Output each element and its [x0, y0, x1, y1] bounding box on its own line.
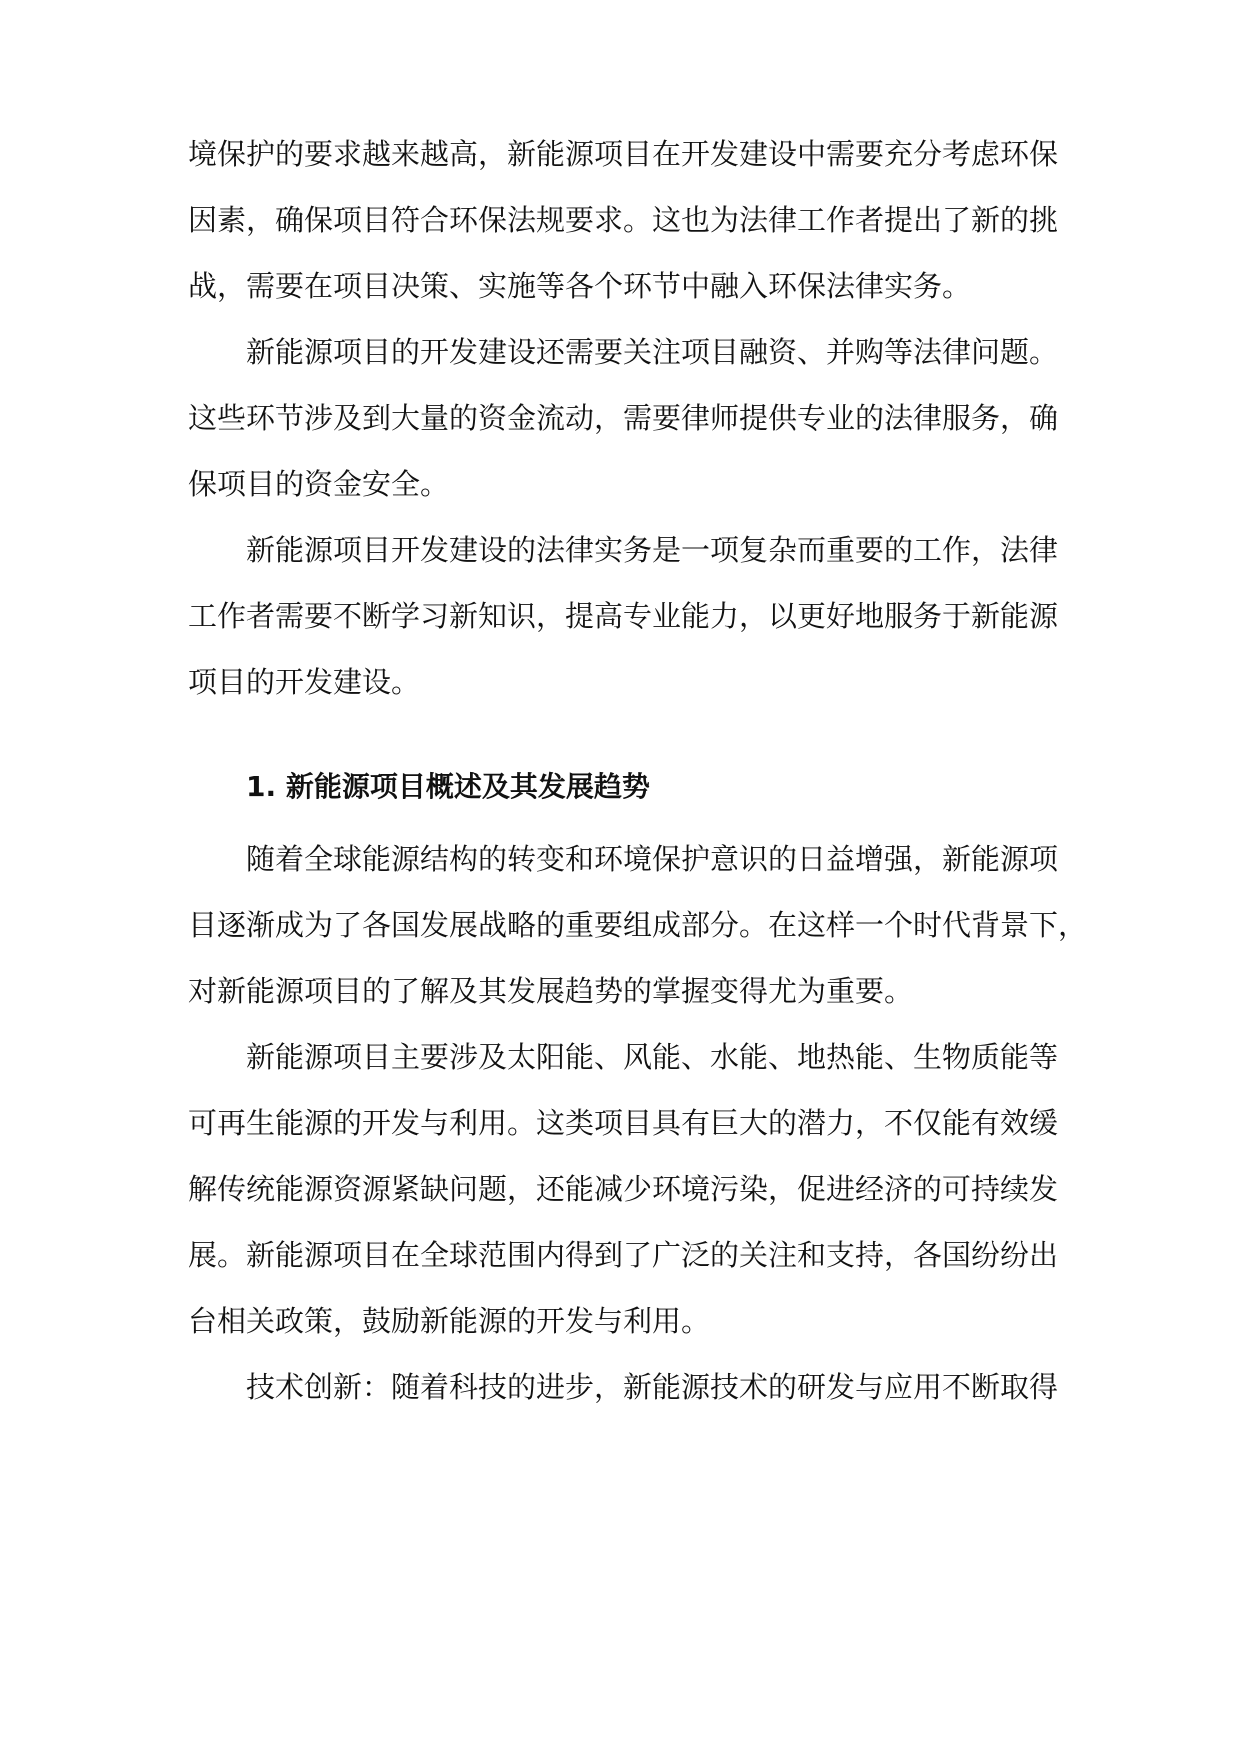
paragraph-line	[0, 961, 1241, 1021]
paragraph-line	[0, 652, 1241, 712]
paragraph-line	[0, 1225, 1241, 1285]
paragraph-text: 新能源项目主要涉及太阳能、风能、水能、地热能、生物质能等	[246, 1040, 1059, 1074]
paragraph-text: 对新能源项目的了解及其发展趋势的掌握变得尤为重要。	[188, 974, 914, 1008]
paragraph-text: 保项目的资金安全。	[188, 467, 450, 501]
section-heading-text: 1. 新能源项目概述及其发展趋势	[246, 770, 650, 803]
paragraph-line	[0, 1291, 1241, 1351]
paragraph-line	[0, 322, 1241, 382]
paragraph-line	[0, 520, 1241, 580]
paragraph-line	[0, 1357, 1241, 1417]
paragraph-text: 新能源项目的开发建设还需要关注项目融资、并购等法律问题。	[246, 335, 1059, 369]
paragraph-line	[0, 190, 1241, 250]
paragraph-line	[0, 454, 1241, 514]
paragraph-line	[0, 1093, 1241, 1153]
paragraph-line	[0, 388, 1241, 448]
paragraph-text: 展。新能源项目在全球范围内得到了广泛的关注和支持，各国纷纷出	[188, 1238, 1059, 1272]
paragraph-text: 新能源项目开发建设的法律实务是一项复杂而重要的工作，法律	[246, 533, 1059, 567]
paragraph-text: 技术创新：随着科技的进步，新能源技术的研发与应用不断取得	[246, 1370, 1059, 1404]
paragraph-text: 这些环节涉及到大量的资金流动，需要律师提供专业的法律服务，确	[188, 401, 1059, 435]
paragraph-text: 项目的开发建设。	[188, 665, 421, 699]
paragraph-text: 随着全球能源结构的转变和环境保护意识的日益增强，新能源项	[246, 842, 1059, 876]
paragraph-line	[0, 895, 1241, 955]
paragraph-text: 因素，确保项目符合环保法规要求。这也为法律工作者提出了新的挑	[188, 203, 1059, 237]
paragraph-line	[0, 124, 1241, 184]
paragraph-text: 战，需要在项目决策、实施等各个环节中融入环保法律实务。	[188, 269, 972, 303]
paragraph-line	[0, 256, 1241, 316]
paragraph-line	[0, 586, 1241, 646]
paragraph-text: 境保护的要求越来越高，新能源项目在开发建设中需要充分考虑环保	[188, 137, 1059, 171]
paragraph-text: 台相关政策，鼓励新能源的开发与利用。	[188, 1304, 711, 1338]
section-heading	[0, 757, 1241, 817]
paragraph-line	[0, 1027, 1241, 1087]
paragraph-text: 可再生能源的开发与利用。这类项目具有巨大的潜力，不仅能有效缓	[188, 1106, 1059, 1140]
paragraph-text: 解传统能源资源紧缺问题，还能减少环境污染，促进经济的可持续发	[188, 1172, 1059, 1206]
paragraph-text: 工作者需要不断学习新知识，提高专业能力，以更好地服务于新能源	[188, 599, 1059, 633]
paragraph-text: 目逐渐成为了各国发展战略的重要组成部分。在这样一个时代背景下，	[188, 908, 1088, 942]
paragraph-line	[0, 1159, 1241, 1219]
paragraph-line	[0, 829, 1241, 889]
